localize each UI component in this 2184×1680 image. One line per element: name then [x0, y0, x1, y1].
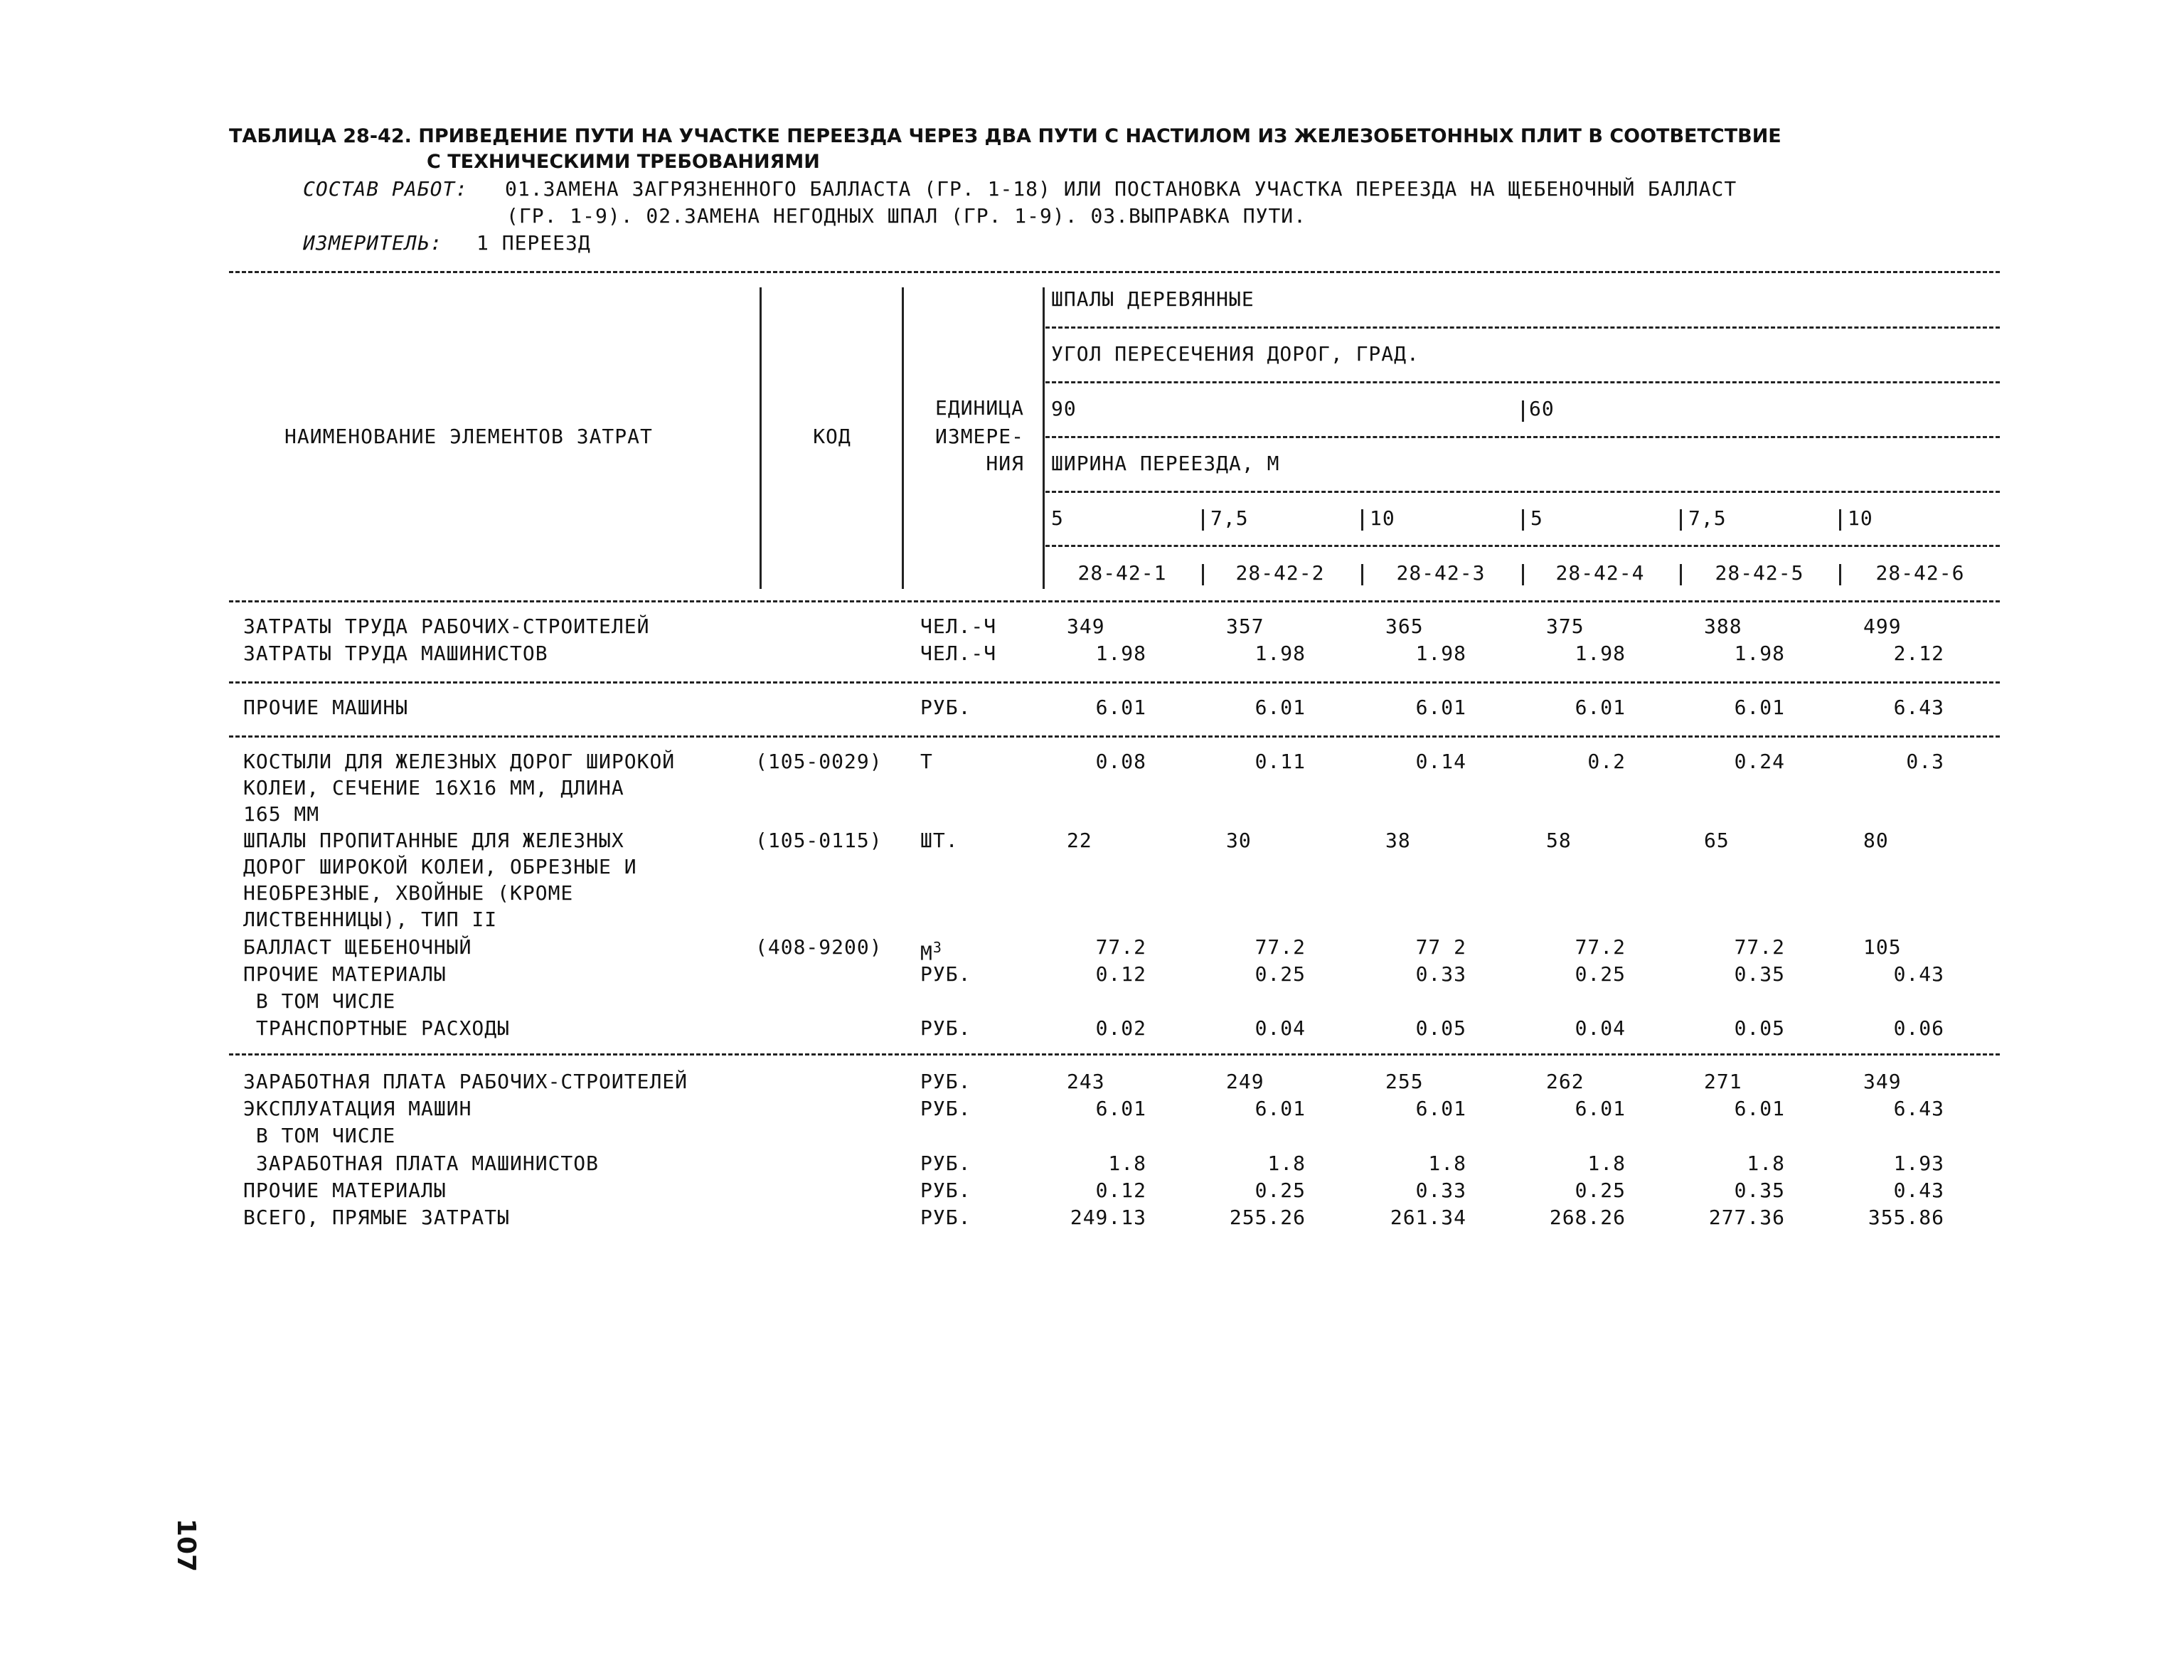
table-cell-value: 1.8 — [1108, 1152, 1146, 1175]
table-cell-value: 0.43 — [1893, 1179, 1944, 1202]
table-cell-value: 271 — [1704, 1070, 1742, 1093]
header-rate-code: 28-42-5 — [1715, 561, 1804, 585]
table-cell-value: 6.43 — [1893, 1097, 1944, 1120]
resource-code: (105-0115) — [755, 829, 883, 852]
cost-item-name: ШПАЛЫ ПРОПИТАННЫЕ ДЛЯ ЖЕЛЕЗНЫХ — [243, 829, 624, 852]
table-cell-value: 0.25 — [1255, 962, 1306, 986]
table-cell-value: 1.93 — [1893, 1152, 1944, 1175]
table-cell-value: 0.08 — [1095, 750, 1146, 773]
header-rate-code: 28-42-3 — [1396, 561, 1486, 585]
table-cell-value: 6.01 — [1734, 1097, 1785, 1120]
cost-item-name-continued: ЛИСТВЕННИЦЫ), ТИП II — [243, 908, 498, 931]
table-cell-value: 0.05 — [1734, 1016, 1785, 1040]
table-cell-value: 1.98 — [1095, 642, 1146, 665]
header-unit-line3: НИЯ — [986, 452, 1024, 475]
meter-value: 1 ПЕРЕЕЗД — [476, 231, 591, 255]
rule-header-2 — [1045, 381, 2000, 383]
work-composition-line1: 01.ЗАМЕНА ЗАГРЯЗНЕННОГО БАЛЛАСТА (ГР. 1-18) ИЛИ ПОСТАНОВКА УЧАСТКА ПЕРЕЕЗДА НА ЩЕБЕНОЧНЫЙ БАЛЛАСТ — [505, 177, 1737, 201]
table-cell-value: 1.8 — [1587, 1152, 1626, 1175]
table-cell-value: 262 — [1546, 1070, 1584, 1093]
table-cell-value: 77 2 — [1415, 935, 1466, 959]
table-cell-value: 0.05 — [1415, 1016, 1466, 1040]
table-cell-value: 0.3 — [1906, 750, 1944, 773]
cost-item-name: В ТОМ ЧИСЛЕ — [243, 989, 396, 1013]
table-cell-value: 349 — [1863, 1070, 1902, 1093]
cost-item-name-continued: КОЛЕИ, СЕЧЕНИЕ 16Х16 ММ, ДЛИНА — [243, 776, 624, 799]
header-code: КОД — [813, 425, 851, 448]
table-cell-value: 6.01 — [1575, 696, 1626, 719]
table-cell-value: 0.12 — [1095, 962, 1146, 986]
table-cell-value: 6.01 — [1415, 696, 1466, 719]
vline-c4 — [1522, 564, 1524, 585]
table-cell-value: 0.25 — [1575, 1179, 1626, 1202]
unit-of-measure: Т — [920, 750, 933, 773]
table-cell-value: 249.13 — [1070, 1206, 1146, 1229]
cost-item-name: ПРОЧИЕ МАШИНЫ — [243, 696, 409, 719]
resource-code: (105-0029) — [755, 750, 883, 773]
table-cell-value: 6.01 — [1095, 1097, 1146, 1120]
table-cell-value: 268.26 — [1549, 1206, 1626, 1229]
table-cell-value: 1.98 — [1734, 642, 1785, 665]
meter-label: ИЗМЕРИТЕЛЬ: — [303, 231, 443, 255]
header-width-value: 7,5 — [1688, 506, 1727, 530]
unit-of-measure: $М^3$ — [920, 939, 942, 965]
work-composition-line2: (ГР. 1-9). 02.ЗАМЕНА НЕГОДНЫХ ШПАЛ (ГР. 1-9). 03.ВЫПРАВКА ПУТИ. — [506, 204, 1307, 228]
table-cell-value: 0.25 — [1255, 1179, 1306, 1202]
table-cell-value: 249 — [1226, 1070, 1264, 1093]
cost-item-name: ПРОЧИЕ МАТЕРИАЛЫ — [243, 1179, 447, 1202]
unit-superscript: 3 — [932, 939, 942, 956]
table-cell-value: 77.2 — [1095, 935, 1146, 959]
table-cell-value: 0.35 — [1734, 1179, 1785, 1202]
header-width-value: 10 — [1848, 506, 1873, 530]
table-title-line2: С ТЕХНИЧЕСКИМИ ТРЕБОВАНИЯМИ — [427, 151, 820, 173]
table-cell-value: 1.8 — [1428, 1152, 1466, 1175]
table-cell-value: 0.12 — [1095, 1179, 1146, 1202]
table-cell-value: 0.33 — [1415, 962, 1466, 986]
vline-unit-data — [1043, 287, 1045, 589]
table-cell-value: 0.33 — [1415, 1179, 1466, 1202]
vline-w3 — [1361, 509, 1363, 531]
unit-of-measure: РУБ. — [920, 1070, 971, 1093]
table-cell-value: 0.14 — [1415, 750, 1466, 773]
table-cell-value: 375 — [1546, 615, 1584, 638]
cost-item-name: КОСТЫЛИ ДЛЯ ЖЕЛЕЗНЫХ ДОРОГ ШИРОКОЙ — [243, 750, 676, 773]
table-cell-value: 1.8 — [1267, 1152, 1306, 1175]
vline-name-code — [760, 287, 762, 589]
header-rate-code: 28-42-2 — [1235, 561, 1325, 585]
vline-w4 — [1522, 509, 1524, 531]
vline-c3 — [1361, 564, 1363, 585]
vline-c5 — [1680, 564, 1682, 585]
header-angle-60: 60 — [1529, 397, 1555, 420]
cost-item-name-continued: ДОРОГ ШИРОКОЙ КОЛЕИ, ОБРЕЗНЫЕ И — [243, 855, 637, 878]
work-composition-label: СОСТАВ РАБОТ: — [303, 177, 469, 201]
header-name: НАИМЕНОВАНИЕ ЭЛЕМЕНТОВ ЗАТРАТ — [284, 425, 653, 448]
table-cell-value: 0.35 — [1734, 962, 1785, 986]
table-cell-value: 0.11 — [1255, 750, 1306, 773]
unit-of-measure: РУБ. — [920, 1152, 971, 1175]
rule-section-1 — [229, 681, 2000, 684]
table-cell-value: 0.24 — [1734, 750, 1785, 773]
cost-item-name-continued: НЕОБРЕЗНЫЕ, ХВОЙНЫЕ (КРОМЕ — [243, 881, 574, 905]
table-cell-value: 22 — [1067, 829, 1092, 852]
rule-header-4 — [1045, 491, 2000, 493]
header-rate-code: 28-42-4 — [1555, 561, 1645, 585]
header-width: ШИРИНА ПЕРЕЕЗДА, М — [1051, 452, 1280, 475]
rule-top — [229, 271, 2000, 273]
table-cell-value: 6.01 — [1575, 1097, 1626, 1120]
header-unit-line2: ИЗМЕРЕ- — [934, 425, 1024, 448]
cost-item-name: ЭКСПЛУАТАЦИЯ МАШИН — [243, 1097, 472, 1120]
table-cell-value: 105 — [1863, 935, 1902, 959]
rule-header-5 — [1045, 545, 2000, 547]
header-rate-code: 28-42-1 — [1077, 561, 1167, 585]
unit-of-measure: РУБ. — [920, 1016, 971, 1040]
unit-of-measure: ШТ. — [920, 829, 959, 852]
table-cell-value: 6.01 — [1095, 696, 1146, 719]
table-cell-value: 1.98 — [1575, 642, 1626, 665]
table-cell-value: 261.34 — [1390, 1206, 1466, 1229]
table-title-line1: ТАБЛИЦА 28-42. ПРИВЕДЕНИЕ ПУТИ НА УЧАСТКЕ ПЕРЕЕЗДА ЧЕРЕЗ ДВА ПУТИ С НАСТИЛОМ ИЗ ЖЕЛЕЗОБЕТОННЫХ ПЛИТ В СООТВЕТСТВИЕ — [229, 125, 1781, 147]
table-cell-value: 1.8 — [1747, 1152, 1785, 1175]
vline-c2 — [1202, 564, 1204, 585]
unit-of-measure: РУБ. — [920, 962, 971, 986]
table-cell-value: 6.01 — [1255, 696, 1306, 719]
header-unit-line1: ЕДИНИЦА — [934, 396, 1024, 420]
table-cell-value: 357 — [1226, 615, 1264, 638]
header-width-value: 7,5 — [1210, 506, 1249, 530]
table-cell-value: 0.2 — [1587, 750, 1626, 773]
table-cell-value: 38 — [1385, 829, 1411, 852]
table-cell-value: 6.01 — [1415, 1097, 1466, 1120]
vline-code-unit — [902, 287, 904, 589]
unit-of-measure: РУБ. — [920, 696, 971, 719]
table-cell-value: 0.04 — [1255, 1016, 1306, 1040]
vline-w6 — [1839, 509, 1841, 531]
cost-item-name: ЗАРАБОТНАЯ ПЛАТА РАБОЧИХ-СТРОИТЕЛЕЙ — [243, 1070, 688, 1093]
header-angle: УГОЛ ПЕРЕСЕЧЕНИЯ ДОРОГ, ГРАД. — [1051, 342, 1419, 366]
table-cell-value: 77.2 — [1575, 935, 1626, 959]
table-cell-value: 80 — [1863, 829, 1889, 852]
table-cell-value: 365 — [1385, 615, 1424, 638]
header-width-value: 5 — [1530, 506, 1543, 530]
table-cell-value: 499 — [1863, 615, 1902, 638]
table-cell-value: 6.01 — [1734, 696, 1785, 719]
vline-w2 — [1202, 509, 1204, 531]
unit-of-measure: РУБ. — [920, 1097, 971, 1120]
resource-code: (408-9200) — [755, 935, 883, 959]
cost-item-name: ВСЕГО, ПРЯМЫЕ ЗАТРАТЫ — [243, 1206, 511, 1229]
table-cell-value: 1.98 — [1255, 642, 1306, 665]
table-cell-value: 6.01 — [1255, 1097, 1306, 1120]
table-cell-value: 2.12 — [1893, 642, 1944, 665]
vline-c6 — [1839, 564, 1841, 585]
header-angle-90: 90 — [1051, 397, 1077, 420]
unit-of-measure: ЧЕЛ.-Ч — [920, 615, 997, 638]
cost-item-name: В ТОМ ЧИСЛЕ — [243, 1124, 396, 1147]
table-cell-value: 58 — [1546, 829, 1572, 852]
vline-w5 — [1680, 509, 1682, 531]
rule-header-1 — [1045, 326, 2000, 329]
cost-item-name: БАЛЛАСТ ЩЕБЕНОЧНЫЙ — [243, 935, 472, 959]
cost-item-name: ТРАНСПОРТНЫЕ РАСХОДЫ — [243, 1016, 511, 1040]
table-cell-value: 255 — [1385, 1070, 1424, 1093]
rule-header-bottom — [229, 600, 2000, 602]
table-cell-value: 0.43 — [1893, 962, 1944, 986]
table-cell-value: 349 — [1067, 615, 1105, 638]
table-cell-value: 1.98 — [1415, 642, 1466, 665]
table-cell-value: 0.25 — [1575, 962, 1626, 986]
vline-angle-60 — [1522, 400, 1524, 422]
unit-of-measure: ЧЕЛ.-Ч — [920, 642, 997, 665]
unit-of-measure: РУБ. — [920, 1179, 971, 1202]
table-cell-value: 0.06 — [1893, 1016, 1944, 1040]
rule-section-3 — [229, 1053, 2000, 1056]
header-width-value: 5 — [1051, 506, 1064, 530]
table-cell-value: 6.43 — [1893, 696, 1944, 719]
table-cell-value: 65 — [1704, 829, 1730, 852]
table-cell-value: 255.26 — [1229, 1206, 1306, 1229]
header-rate-code: 28-42-6 — [1875, 561, 1965, 585]
unit-of-measure: РУБ. — [920, 1206, 971, 1229]
cost-item-name-continued: 165 ММ — [243, 802, 320, 826]
header-sleepers: ШПАЛЫ ДЕРЕВЯННЫЕ — [1051, 287, 1255, 311]
cost-item-name: ЗАТРАТЫ ТРУДА РАБОЧИХ-СТРОИТЕЛЕЙ — [243, 615, 650, 638]
table-cell-value: 243 — [1067, 1070, 1105, 1093]
table-cell-value: 277.36 — [1708, 1206, 1785, 1229]
table-cell-value: 388 — [1704, 615, 1742, 638]
rule-header-3 — [1045, 436, 2000, 438]
table-cell-value: 77.2 — [1734, 935, 1785, 959]
cost-item-name: ЗАТРАТЫ ТРУДА МАШИНИСТОВ — [243, 642, 548, 665]
header-width-value: 10 — [1370, 506, 1395, 530]
table-cell-value: 77.2 — [1255, 935, 1306, 959]
table-cell-value: 0.04 — [1575, 1016, 1626, 1040]
table-cell-value: 30 — [1226, 829, 1252, 852]
table-cell-value: 355.86 — [1868, 1206, 1944, 1229]
table-cell-value: 0.02 — [1095, 1016, 1146, 1040]
cost-item-name: ЗАРАБОТНАЯ ПЛАТА МАШИНИСТОВ — [243, 1152, 600, 1175]
rule-section-2 — [229, 735, 2000, 738]
page-number: 107 — [171, 1518, 201, 1573]
cost-item-name: ПРОЧИЕ МАТЕРИАЛЫ — [243, 962, 447, 986]
